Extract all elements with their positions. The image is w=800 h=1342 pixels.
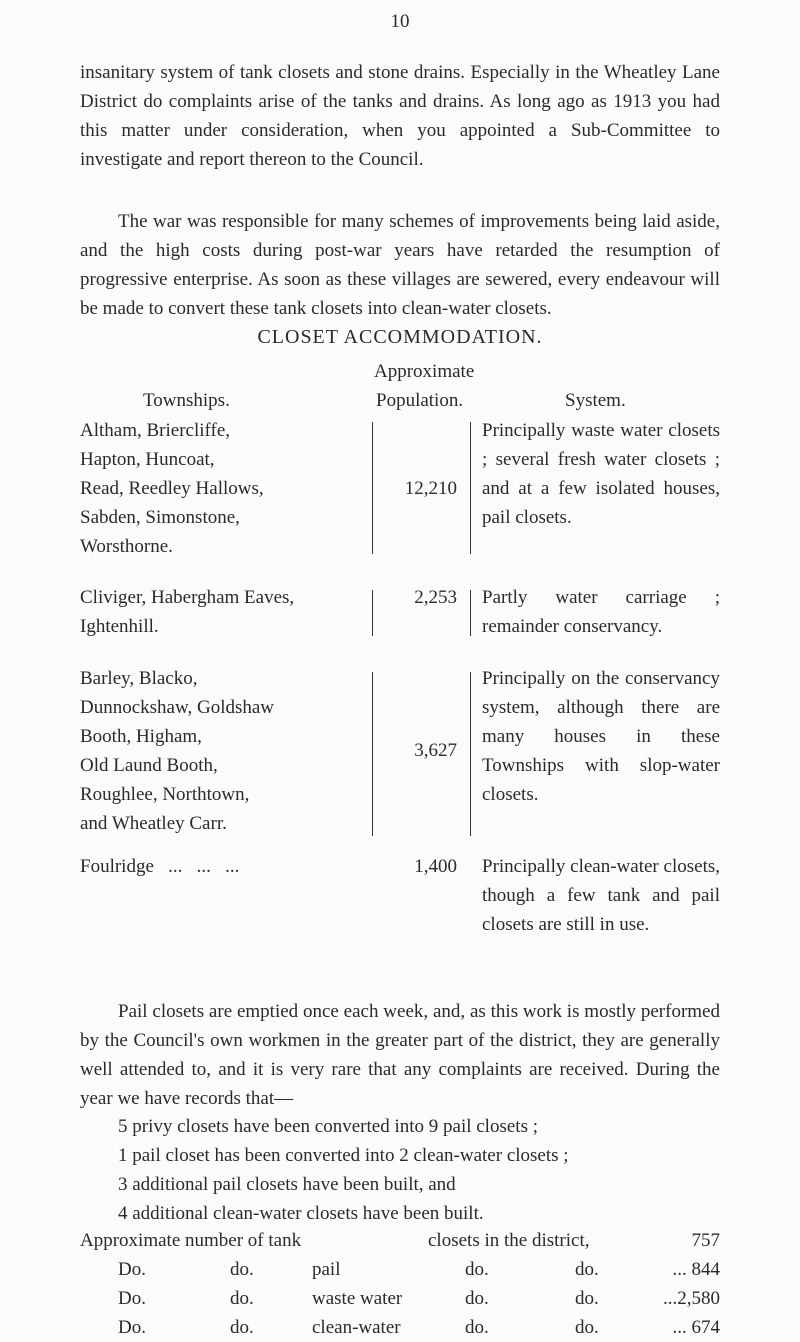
row2-system: Partly water carriage ; remainder conservancy.: [482, 587, 720, 637]
totals-do: do.: [230, 1259, 254, 1280]
totals-table: [80, 1226, 720, 1342]
totals-value: ... 674: [672, 1317, 720, 1338]
totals-do: Do.: [118, 1317, 146, 1338]
totals-row: [80, 1313, 720, 1342]
row4-system: Principally clean-water closets, though a few tank and pail closets are still in use.: [482, 856, 720, 935]
page-number: 10: [390, 11, 410, 32]
record-item: 3 additional pail closets have been built, and: [118, 1174, 456, 1195]
totals-do: Do.: [118, 1288, 146, 1309]
totals-value: ... 844: [672, 1259, 720, 1280]
row3-brace-right: [364, 672, 373, 836]
row3-system: Principally on the conservancy system, although there are many houses in these Townships with slop-water closets.: [482, 668, 720, 805]
totals-type: clean-water: [312, 1317, 401, 1338]
header-system: System.: [565, 390, 626, 411]
header-population-line1: Approximate: [374, 361, 475, 382]
section-heading: CLOSET ACCOMMODATION.: [257, 326, 543, 348]
totals-label: Approximate number of tank: [80, 1230, 302, 1251]
row4-townships: Foulridge ... ... ...: [80, 856, 240, 877]
header-townships: Townships.: [143, 390, 230, 411]
totals-row: [80, 1284, 720, 1313]
pail-paragraph: Pail closets are emptied once each week, and, as this work is mostly performed by the Council's own workmen in the greater part of the district, they are generally well attended to, and it is very rare that any complaints are received. During the year we have records that—: [80, 1001, 720, 1109]
totals-do: do.: [465, 1317, 489, 1338]
intro-paragraph: insanitary system of tank closets and stone drains. Especially in the Wheatley Lane District do complaints arise of the tanks and drains. As long ago as 1913 you had this matter under consideration, when you appointed a Sub-Committee to investigate and report thereon to the Council.: [80, 62, 720, 170]
war-paragraph: The war was responsible for many schemes of improvements being laid aside, and the high costs during post-war years have retarded the resumption of progressive enterprise. As soon as these villages are sewered, every endeavour will be made to convert these tank closets into clean-water closets.: [80, 211, 720, 319]
totals-type: waste water: [312, 1288, 403, 1309]
totals-closets: closets in the district,: [428, 1230, 590, 1251]
row1-system: Principally waste water closets ; several fresh water closets ; and at a few isolated houses, pail closets.: [482, 420, 720, 528]
row2-townships: Cliviger, Habergham Eaves, Ightenhill.: [80, 587, 295, 637]
row1-population: 12,210: [404, 478, 457, 499]
row4-population: 1,400: [414, 856, 457, 877]
row3-population: 3,627: [414, 740, 457, 761]
row1-brace-right: [364, 422, 373, 554]
record-item: 5 privy closets have been converted into 9 pail closets ;: [118, 1116, 538, 1137]
record-item: 4 additional clean-water closets have been built.: [118, 1203, 484, 1224]
totals-do: do.: [575, 1288, 599, 1309]
row2-brace-left: [470, 590, 479, 636]
totals-do: Do.: [118, 1259, 146, 1280]
row3-brace-left: [470, 672, 479, 836]
records-list: [118, 1112, 569, 1228]
totals-type: pail: [312, 1259, 341, 1280]
totals-do: do.: [575, 1259, 599, 1280]
totals-value: 757: [691, 1230, 720, 1251]
totals-do: do.: [230, 1288, 254, 1309]
row2-brace-right: [364, 590, 373, 636]
header-population-line2: Population.: [376, 390, 464, 411]
totals-do: do.: [230, 1317, 254, 1338]
totals-row: [80, 1255, 720, 1284]
totals-do: do.: [465, 1259, 489, 1280]
row1-townships: Altham, Briercliffe, Hapton, Huncoat, Read, Reedley Hallows, Sabden, Simonstone, Worsthorne.: [80, 420, 264, 557]
row1-brace-left: [470, 422, 479, 554]
totals-do: do.: [465, 1288, 489, 1309]
row2-population: 2,253: [414, 587, 457, 608]
totals-value: ...2,580: [663, 1288, 720, 1309]
totals-row: [80, 1226, 720, 1255]
row3-townships: Barley, Blacko, Dunnockshaw, Goldshaw Booth, Higham, Old Laund Booth, Roughlee, Northtown, and Wheatley Carr.: [80, 668, 275, 834]
record-item: 1 pail closet has been converted into 2 clean-water closets ;: [118, 1145, 569, 1166]
totals-do: do.: [575, 1317, 599, 1338]
